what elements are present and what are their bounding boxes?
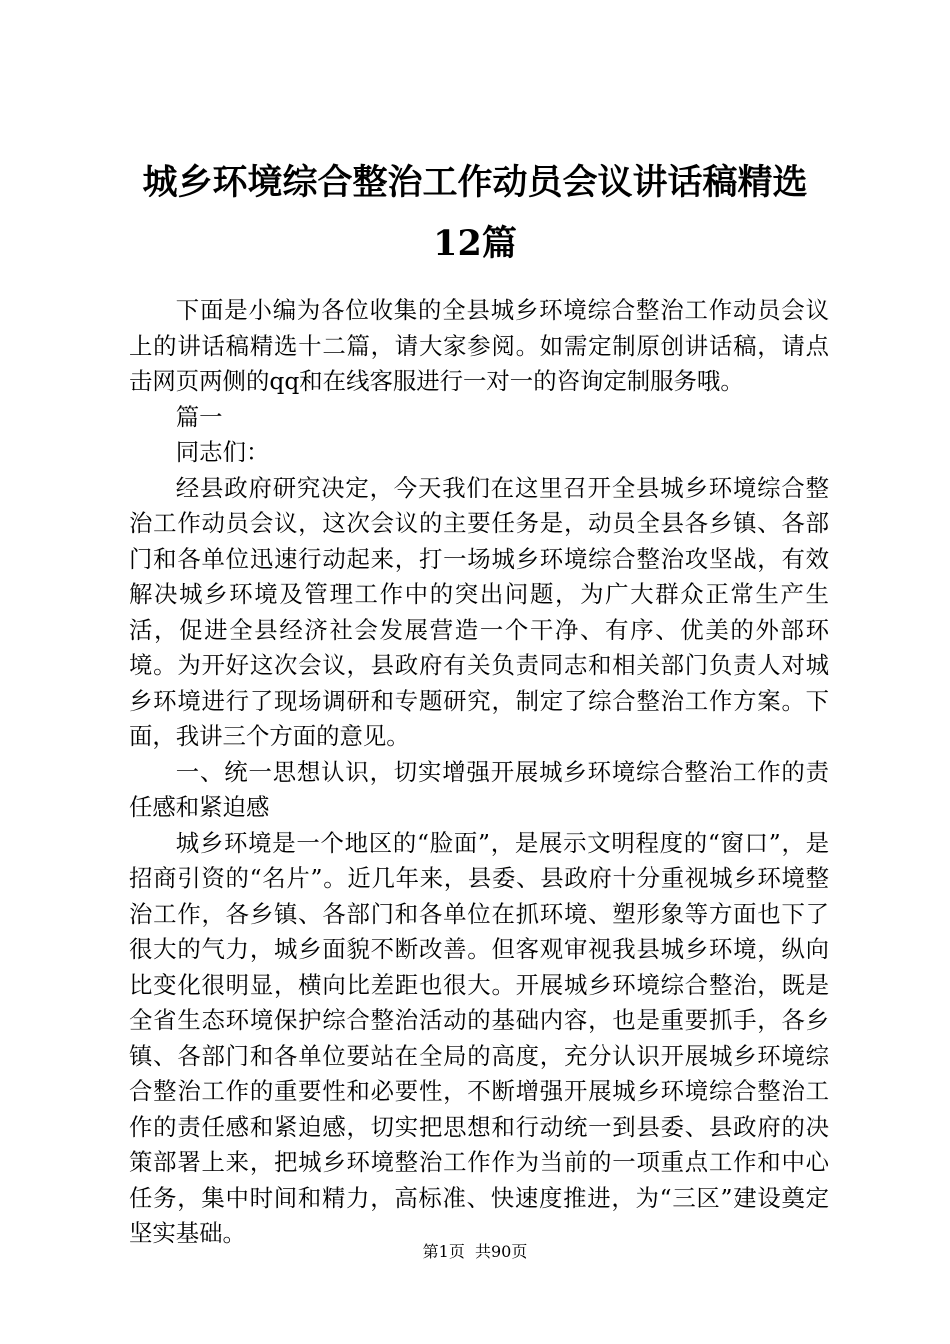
- intro-paragraph: 下面是小编为各位收集的全县城乡环境综合整治工作动员会议上的讲话稿精选十二篇，请大家参阅。如需定制原创讲话稿，请点击网页两侧的qq和在线客服进行一对一的咨询定制服务哦。: [129, 296, 829, 395]
- page-number: 第1页 共90页: [422, 1242, 528, 1261]
- body-paragraph: 城乡环境是一个地区的“脸面”，是展示文明程度的“窗口”，是招商引资的“名片”。近几年来，县委、县政府十分重视城乡环境整治工作，各乡镇、各部门和各单位在抓环境、塑形象等方面也下了很大的气力，城乡面貌不断改善。但客观审视我县城乡环境，纵向比变化很明显，横向比差距也很大。开展城乡环境综合整治，既是全省生态环境保护综合整治活动的基础内容，也是重要抓手，各乡镇、各部门和各单位要站在全局的高度，充分认识开展城乡环境综合整治工作的重要性和必要性，不断增强开展城乡环境综合整治工作的责任感和紧迫感，切实把思想和行动统一到县委、县政府的决策部署上来，把城乡环境整治工作作为当前的一项重点工作和中心任务，集中时间和精力，高标准、快速度推进，为“三区”建设奠定坚实基础。: [129, 828, 829, 1247]
- document-title-line-2: 12篇: [433, 223, 517, 264]
- subsection-heading: 一、统一思想认识，切实增强开展城乡环境综合整治工作的责任感和紧迫感: [129, 757, 829, 821]
- section-heading: 篇一: [175, 402, 223, 431]
- document-body: [129, 293, 829, 1252]
- body-paragraph: 经县政府研究决定，今天我们在这里召开全县城乡环境综合整治工作动员会议，这次会议的主要任务是，动员全县各乡镇、各部门和各单位迅速行动起来，打一场城乡环境综合整治攻坚战，有效解决城乡环境及管理工作中的突出问题，为广大群众正常生产生活，促进全县经济社会发展营造一个干净、有序、优美的外部环境。为开好这次会议，县政府有关负责同志和相关部门负责人对城乡环境进行了现场调研和专题研究，制定了综合整治工作方案。下面，我讲三个方面的意见。: [129, 473, 829, 750]
- salutation: 同志们：: [175, 438, 270, 466]
- document-title-line-1: 城乡环境综合整治工作动员会议讲话稿精选: [142, 162, 808, 203]
